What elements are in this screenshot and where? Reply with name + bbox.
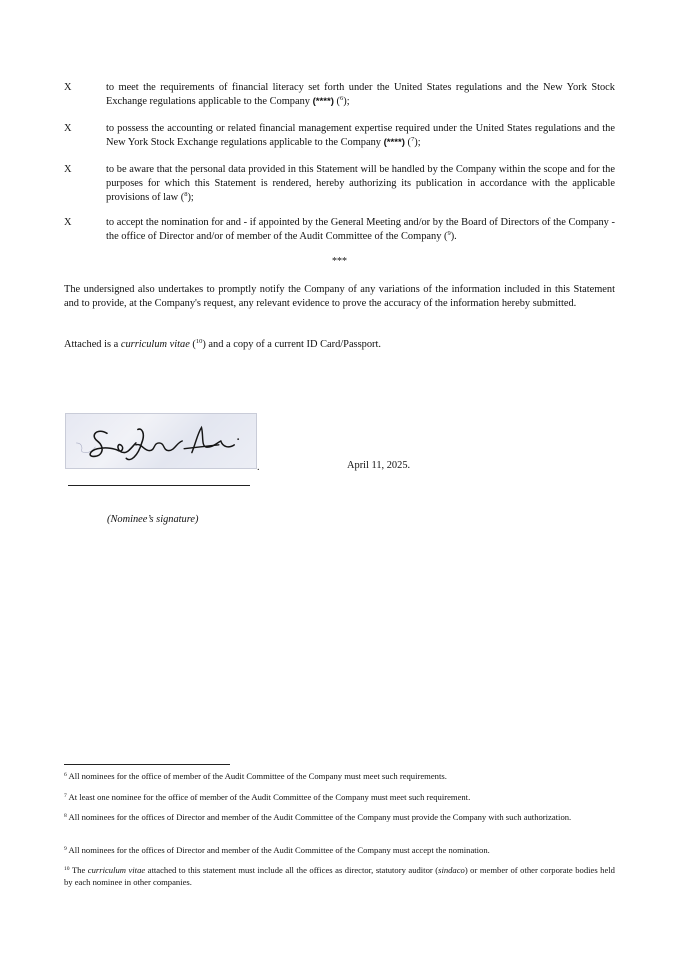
declaration-item-accounting-expertise [64, 122, 615, 150]
item-mark: X [64, 217, 72, 228]
attachments-paragraph: Attached is a curriculum vitae ($^{10}$) and a copy of a current ID Card/Passport. [64, 338, 381, 350]
footnote-6: $^6$ All nominees for the office of member of the Audit Committee of the Company must meet such requirements. [64, 771, 447, 781]
handwritten-signature [66, 414, 256, 468]
footnote-ref: 9 [447, 230, 451, 238]
signature-image [65, 413, 257, 469]
footnote-ref: 6 [340, 95, 344, 103]
footnote-8: $^8$ All nominees for the offices of Director and member of the Audit Committee of the Company must provide the Company with such authorization. [64, 812, 572, 822]
signature-line [68, 485, 250, 486]
item-text: to be aware that the personal data provided in this Statement will be handled by the Company within the scope and for the purposes for which this Statement is rendered, hereby authorizing its publication in accordance with the applicable provisions of law ($^8$); [106, 164, 615, 204]
declaration-item-personal-data [64, 163, 615, 206]
undertaking-paragraph: The undersigned also undertakes to promptly notify the Company of any variations of the information included in this Statement and to provide, at the Company's request, any relevant evidence to prove the accuracy of the information hereby submitted. [64, 284, 615, 310]
item-text: to meet the requirements of financial literacy set forth under the United States regulations and the New York Stock Exchange regulations applicable to the Company (****) ($^6$); [106, 82, 615, 108]
footnote-10: $^{10}$ The curriculum vitae attached to this statement must include all the offices as director, statutory auditor (sindaco) or member of other corporate bodies held by each nominee in other companies. [64, 865, 615, 887]
section-separator: *** [332, 256, 347, 267]
declaration-item-financial-literacy [64, 81, 615, 109]
footnote-rule [64, 764, 230, 765]
footnote-9: $^9$ All nominees for the offices of Director and member of the Audit Committee of the Company must accept the nomination. [64, 845, 490, 855]
item-text: to possess the accounting or related financial management expertise required under the United States regulations and the New York Stock Exchange regulations applicable to the Company (****) ($^7$); [106, 123, 615, 149]
item-mark: X [64, 123, 72, 134]
signature-date: April 11, 2025. [347, 460, 411, 471]
footnote-7: $^7$ At least one nominee for the office of member of the Audit Committee of the Company must meet such requirement. [64, 792, 471, 802]
footnote-ref: 8 [184, 191, 188, 199]
signature-trailing-dot: . [257, 462, 260, 473]
signature-caption: (Nominee’s signature) [107, 514, 199, 525]
footnote-ref: 10 [195, 338, 203, 345]
item-mark: X [64, 82, 72, 93]
footnote-ref: 7 [411, 136, 415, 144]
item-text: to accept the nomination for and - if appointed by the General Meeting and/or by the Board of Directors of the Company - the office of Director and/or of member of the Audit Committee of the Company ($^9$). [106, 217, 615, 243]
declaration-item-accept-nomination [64, 216, 615, 244]
item-mark: X [64, 164, 72, 175]
